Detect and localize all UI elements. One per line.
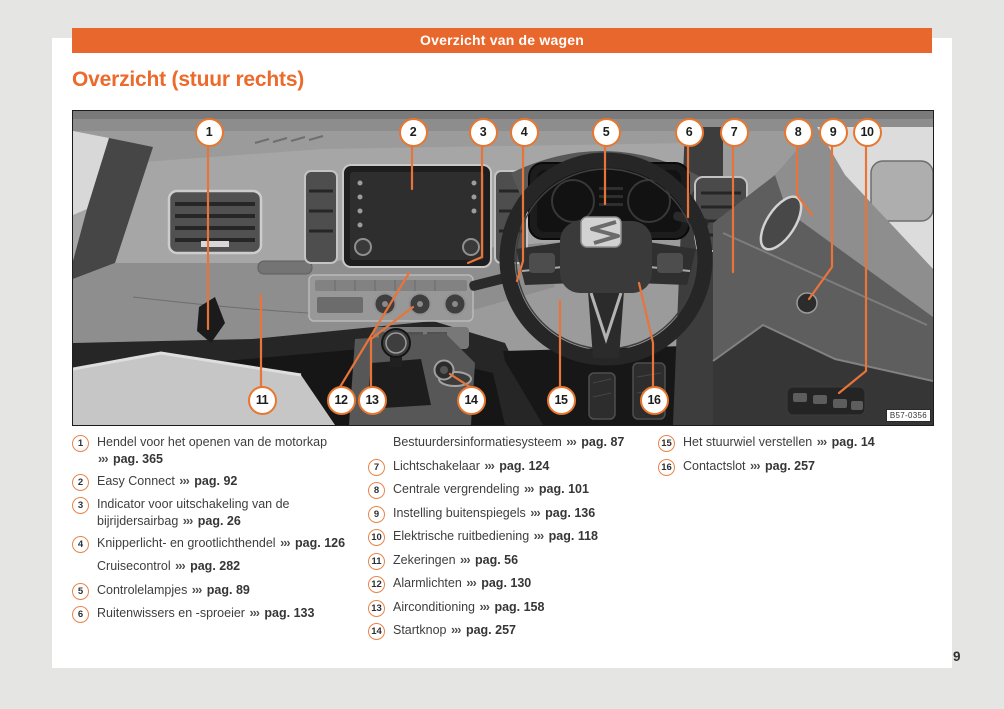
page-ref-arrow-icon: ››› [484, 458, 494, 473]
legend-column-2 [368, 434, 632, 646]
page-title: Overzicht (stuur rechts) [72, 68, 305, 91]
legend-item-label: Cruisecontrol ››› pag. 282 [97, 559, 241, 573]
callout-5: 5 [592, 118, 621, 147]
legend-item-16 [658, 458, 926, 476]
page-number: 9 [953, 649, 961, 664]
legend-item-5 [72, 582, 350, 600]
page-ref-arrow-icon: ››› [566, 435, 576, 449]
callout-7: 7 [720, 118, 749, 147]
legend-column-1 [72, 434, 350, 629]
legend-item-1 [72, 434, 350, 467]
legend-item-number: 7 [368, 459, 385, 476]
page-ref-arrow-icon: ››› [280, 535, 290, 550]
legend-item-label: Centrale vergrendeling ››› pag. 101 [393, 482, 589, 496]
callout-layer [73, 111, 933, 425]
callout-14: 14 [457, 386, 486, 415]
page-ref: pag. 130 [477, 576, 532, 590]
legend-item-label: Easy Connect ››› pag. 92 [97, 473, 238, 488]
page-ref-arrow-icon: ››› [466, 576, 476, 590]
legend-item-number: 10 [368, 529, 385, 546]
legend-item-label: Controlelampjes ››› pag. 89 [97, 582, 250, 597]
legend-item-label: Instelling buitenspiegels ››› pag. 136 [393, 505, 596, 520]
page-ref-arrow-icon: ››› [249, 606, 259, 620]
legend-item-label: Ruitenwissers en -sproeier ››› pag. 133 [97, 606, 315, 620]
page-ref-arrow-icon: ››› [533, 529, 544, 543]
callout-4: 4 [510, 118, 539, 147]
page-ref: pag. 14 [828, 435, 875, 449]
page-ref: pag. 133 [260, 606, 315, 620]
legend-item-label: Hendel voor het openen van de motorkap ››› pag. 365 [97, 435, 328, 466]
page-ref-arrow-icon: ››› [182, 513, 193, 528]
page-ref-arrow-icon: ››› [191, 582, 202, 597]
page-ref: pag. 282 [186, 559, 241, 573]
legend-item-number: 8 [368, 482, 385, 499]
legend-item-continued [72, 558, 350, 576]
legend-item-11 [368, 552, 632, 570]
callout-6: 6 [675, 118, 704, 147]
page-ref-arrow-icon: ››› [450, 623, 461, 637]
legend-item-label: Zekeringen ››› pag. 56 [393, 552, 519, 567]
legend-item-number: 3 [72, 497, 89, 514]
page-ref-arrow-icon: ››› [179, 473, 189, 488]
dashboard-figure [72, 110, 934, 426]
page-ref: pag. 257 [761, 458, 816, 473]
page-ref-arrow-icon: ››› [460, 552, 470, 567]
legend-item-number: 12 [368, 576, 385, 593]
callout-12: 12 [327, 386, 356, 415]
page-ref: pag. 92 [190, 473, 238, 488]
legend-item-label: Lichtschakelaar ››› pag. 124 [393, 458, 550, 473]
legend-item-8 [368, 481, 632, 499]
legend-item-7 [368, 458, 632, 476]
legend [72, 434, 932, 654]
figure-code: B57-0356 [886, 409, 931, 422]
page-ref-arrow-icon: ››› [98, 451, 108, 466]
legend-item-label: Airconditioning ››› pag. 158 [393, 599, 545, 614]
legend-item-label: Indicator voor uitschakeling van de bijrijdersairbag ››› pag. 26 [97, 497, 290, 528]
page-ref: pag. 118 [545, 529, 598, 543]
callout-9: 9 [819, 118, 848, 147]
section-banner: Overzicht van de wagen [72, 28, 932, 53]
legend-item-label: Bestuurdersinformatiesysteem ››› pag. 87 [393, 435, 625, 449]
callout-11: 11 [248, 386, 277, 415]
legend-item-label: Startknop ››› pag. 257 [393, 623, 516, 637]
callout-13: 13 [358, 386, 387, 415]
legend-item-4 [72, 535, 350, 553]
page-ref: pag. 126 [291, 535, 346, 550]
page-ref: pag. 158 [490, 599, 545, 614]
page-ref: pag. 257 [462, 623, 516, 637]
legend-item-number: 11 [368, 553, 385, 570]
legend-item-number: 15 [658, 435, 675, 452]
legend-item-14 [368, 622, 632, 640]
legend-item-number: 16 [658, 459, 675, 476]
page-ref: pag. 56 [471, 552, 519, 567]
legend-item-number: 2 [72, 474, 89, 491]
legend-item-13 [368, 599, 632, 617]
legend-item-label: Elektrische ruitbediening ››› pag. 118 [393, 529, 598, 543]
callout-2: 2 [399, 118, 428, 147]
legend-item-number: 13 [368, 600, 385, 617]
legend-item-label: Contactslot ››› pag. 257 [683, 458, 816, 473]
page-ref-arrow-icon: ››› [750, 458, 760, 473]
page-ref: pag. 136 [541, 505, 596, 520]
page-ref-arrow-icon: ››› [816, 435, 827, 449]
legend-item-number: 6 [72, 606, 89, 623]
page-ref-arrow-icon: ››› [175, 559, 185, 573]
callout-16: 16 [640, 386, 669, 415]
legend-item-12 [368, 575, 632, 593]
page-ref: pag. 124 [495, 458, 550, 473]
page-ref: pag. 87 [577, 435, 625, 449]
legend-item-10 [368, 528, 632, 546]
page-ref-arrow-icon: ››› [530, 505, 540, 520]
legend-item-9 [368, 505, 632, 523]
legend-item-number: 5 [72, 583, 89, 600]
page-ref-arrow-icon: ››› [479, 599, 489, 614]
legend-item-6 [72, 605, 350, 623]
legend-item-2 [72, 473, 350, 491]
legend-item-15 [658, 434, 926, 452]
legend-item-number: 14 [368, 623, 385, 640]
callout-8: 8 [784, 118, 813, 147]
legend-item-continued [368, 434, 632, 452]
callout-1: 1 [195, 118, 224, 147]
legend-item-3 [72, 496, 350, 529]
page-ref-arrow-icon: ››› [523, 482, 534, 496]
callout-3: 3 [469, 118, 498, 147]
legend-item-label: Knipperlicht- en grootlichthendel ››› pag. 126 [97, 535, 346, 550]
page-ref: pag. 101 [535, 482, 589, 496]
callout-15: 15 [547, 386, 576, 415]
page-ref: pag. 89 [203, 582, 250, 597]
legend-column-3 [658, 434, 926, 481]
legend-item-number: 1 [72, 435, 89, 452]
legend-item-label: Het stuurwiel verstellen ››› pag. 14 [683, 435, 875, 449]
page-ref: pag. 365 [109, 451, 163, 466]
legend-item-label: Alarmlichten ››› pag. 130 [393, 576, 532, 590]
legend-item-number: 9 [368, 506, 385, 523]
legend-item-number: 4 [72, 536, 89, 553]
callout-10: 10 [853, 118, 882, 147]
page-ref: pag. 26 [194, 513, 241, 528]
